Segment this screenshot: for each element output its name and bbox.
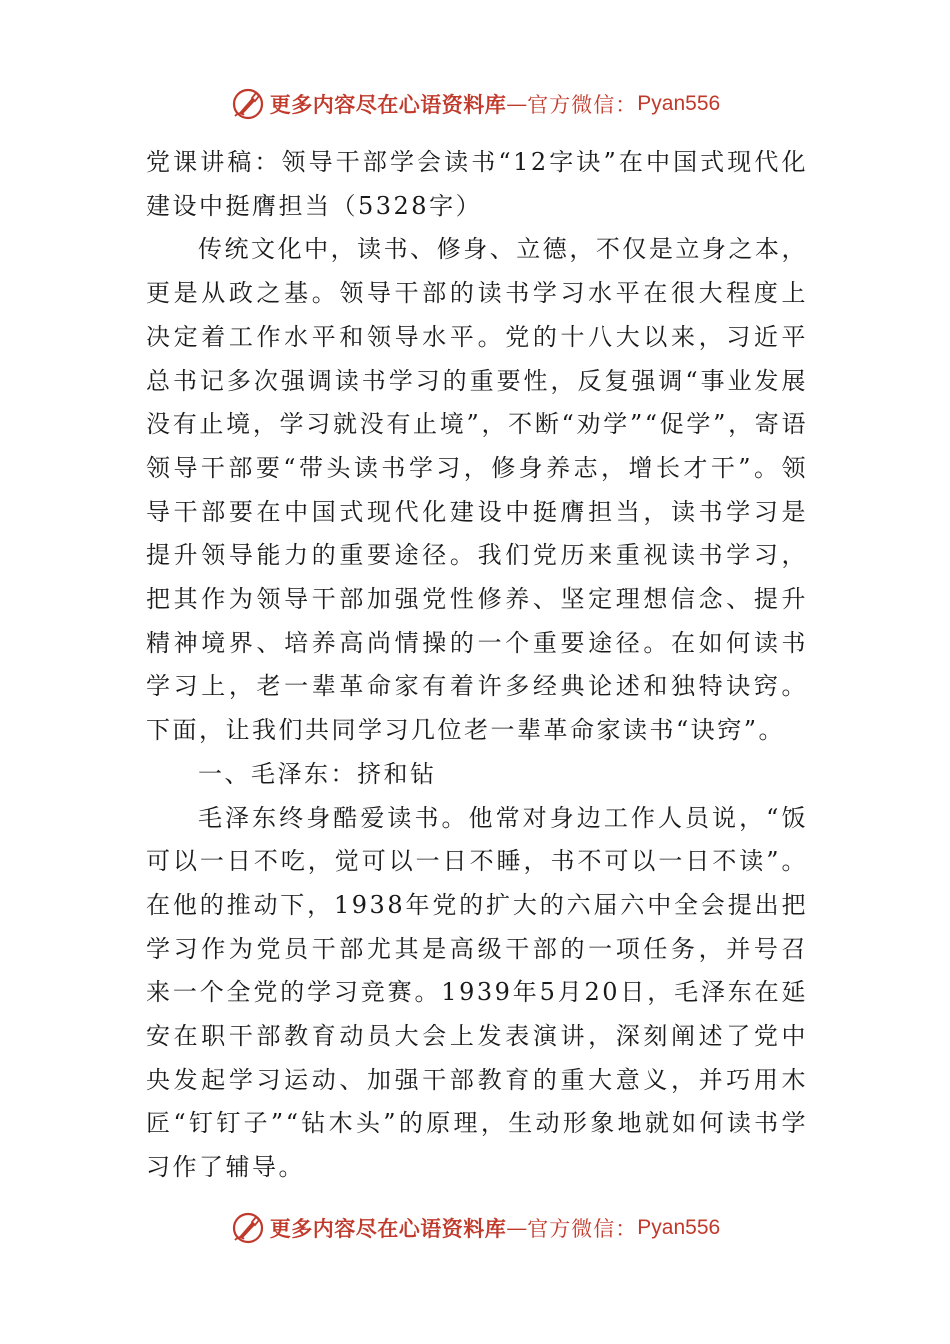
- footer-watermark: [0, 1208, 950, 1248]
- body-paragraph: 传统文化中，读书、修身、立德，不仅是立身之本，更是从政之基。领导干部的读书学习水平在很大程度上决定着工作水平和领导水平。党的十八大以来，习近平总书记多次强调读书学习的重要性，反复强调“事业发展没有止境，学习就没有止境”，不断“劝学”“促学”，寄语领导干部要“带头读书学习，修身养志，增长才干”。领导干部要在中国式现代化建设中挺膺担当，读书学习是提升领导能力的重要途径。我们党历来重视读书学习，把其作为领导干部加强党性修养、坚定理想信念、提升精神境界、培养高尚情操的一个重要途径。在如何读书学习上，老一辈革命家有着许多经典论述和独特诀窍。下面，让我们共同学习几位老一辈革命家读书“诀窍”。: [146, 235, 808, 745]
- watermark-wechat-id: Pyan556: [637, 92, 721, 115]
- watermark-brand: 更多内容尽在心语资料库: [269, 1216, 507, 1241]
- watermark-wechat-id: Pyan556: [637, 1216, 721, 1239]
- document-title: 党课讲稿：领导干部学会读书“12字诀”在中国式现代化建设中挺膺担当（5328字）: [146, 148, 808, 220]
- section-heading: 一、毛泽东：挤和钻: [198, 759, 437, 788]
- document-body: [146, 141, 808, 1190]
- pen-logo-icon: [230, 1210, 266, 1246]
- watermark-wechat-label: 官方微信：: [527, 93, 638, 117]
- pen-logo-icon: [230, 86, 266, 122]
- watermark-brand: 更多内容尽在心语资料库: [269, 92, 507, 117]
- watermark-wechat-label: 官方微信：: [527, 1217, 638, 1241]
- watermark-dash: —: [506, 92, 528, 116]
- header-watermark: [0, 84, 950, 124]
- body-paragraph: 毛泽东终身酷爱读书。他常对身边工作人员说，“饭可以一日不吃，觉可以一日不睡，书不可以一日不读”。在他的推动下，1938年党的扩大的六届六中全会提出把学习作为党员干部尤其是高级干部的一项任务，并号召来一个全党的学习竞赛。1939年5月20日，毛泽东在延安在职干部教育动员大会上发表演讲，深刻阐述了党中央发起学习运动、加强干部教育的重大意义，并巧用木匠“钉钉子”“钻木头”的原理，生动形象地就如何读书学习作了辅导。: [146, 803, 808, 1182]
- watermark-dash: —: [506, 1216, 528, 1240]
